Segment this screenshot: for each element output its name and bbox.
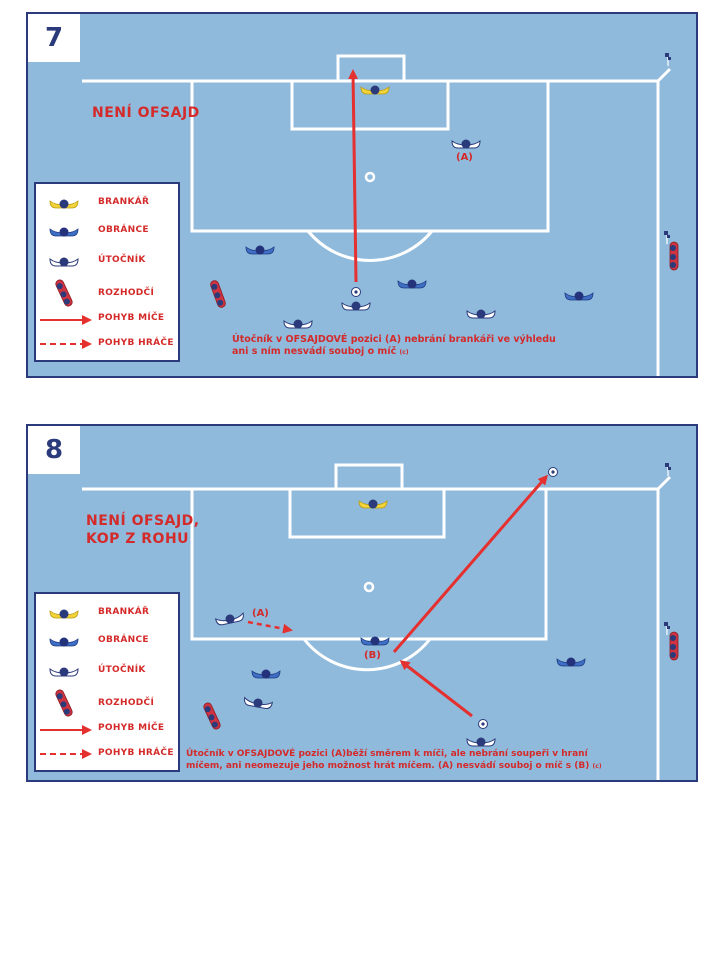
attacker-player: [342, 302, 370, 311]
caption-mark: (c): [592, 763, 602, 770]
legend-goalkeeper: BRANKÁŘ: [36, 188, 182, 218]
assistant-referee-player: [670, 242, 678, 270]
goalkeeper-icon: [42, 191, 86, 217]
ball-move-arrow: [353, 72, 356, 282]
attacker-player-a: [452, 140, 480, 149]
goalkeeper-player: [361, 86, 389, 95]
diagram-caption: Útočník v OFSAJDOVÉ pozici (A)běží směrem k míči, ale nebrání soupeři v hraní míčem, ani neomezuje jeho možnost hrát míčem. (A) nesvádí souboj o míč s (B) (c): [186, 749, 602, 771]
label-a: (A): [456, 152, 473, 163]
attacker-player-a: [215, 612, 244, 627]
legend-referee: ROZHODČÍ: [36, 686, 182, 720]
goalkeeper-player: [359, 500, 387, 509]
defender-player: [398, 280, 426, 289]
legend: [34, 182, 180, 362]
defender-player: [252, 670, 280, 679]
referee-flag-icon: [664, 622, 670, 635]
legend-defender: OBRÁNCE: [36, 216, 182, 246]
referee-icon: [42, 277, 86, 309]
corner-flag-icon: [665, 53, 671, 66]
label-a: (A): [252, 608, 269, 619]
attacker-player: [467, 738, 495, 747]
defender-icon: [42, 629, 86, 655]
assistant-referee-player: [670, 632, 678, 660]
solid-arrow-icon: [38, 313, 92, 327]
ball-icon: [479, 720, 488, 729]
defender-player: [565, 292, 593, 301]
legend-referee: ROZHODČÍ: [36, 276, 182, 310]
diagram-caption: Útočník v OFSAJDOVÉ pozici (A) nebrání brankáři ve výhledu ani s ním nesvádí souboj o míč (c): [232, 334, 556, 357]
attacker-player: [284, 320, 312, 329]
attacker-player: [467, 310, 495, 319]
diagram-number: 7: [28, 14, 80, 62]
legend-player-move: POHYB HRÁČE: [36, 744, 182, 764]
legend-ball-move: POHYB MÍČE: [36, 310, 182, 330]
attacker-icon: [42, 659, 86, 685]
referee-flag-icon: [664, 231, 670, 244]
legend: [34, 592, 180, 772]
referee-player: [202, 702, 221, 731]
legend-attacker: ÚTOČNÍK: [36, 246, 182, 276]
solid-arrow-icon: [38, 723, 92, 737]
defender-player: [246, 246, 274, 255]
player-move-arrow: [248, 622, 290, 630]
ball-move-arrow: [402, 662, 472, 716]
label-b: (B): [364, 650, 381, 661]
ball-icon: [549, 468, 558, 477]
attacker-icon: [42, 249, 86, 275]
attacker-player: [243, 696, 272, 710]
dashed-arrow-icon: [38, 747, 92, 761]
diagram-title: NENÍ OFSAJD: [92, 105, 200, 121]
legend-attacker: ÚTOČNÍK: [36, 656, 182, 686]
legend-player-move: POHYB HRÁČE: [36, 334, 182, 354]
legend-defender: OBRÁNCE: [36, 626, 182, 656]
ball-icon: [352, 288, 361, 297]
legend-ball-move: POHYB MÍČE: [36, 720, 182, 740]
caption-mark: (c): [399, 349, 409, 356]
dashed-arrow-icon: [38, 337, 92, 351]
referee-player: [209, 279, 226, 308]
goalkeeper-icon: [42, 601, 86, 627]
referee-icon: [42, 687, 86, 719]
diagram-panel-8: [26, 424, 698, 782]
legend-goalkeeper: BRANKÁŘ: [36, 598, 182, 628]
defender-icon: [42, 219, 86, 245]
diagram-title: NENÍ OFSAJD, KOP Z ROHU: [86, 513, 200, 547]
diagram-number: 8: [28, 426, 80, 474]
ball-move-arrow: [394, 477, 546, 652]
diagram-panel-7: [26, 12, 698, 378]
corner-flag-icon: [665, 463, 671, 476]
defender-player: [557, 658, 585, 667]
